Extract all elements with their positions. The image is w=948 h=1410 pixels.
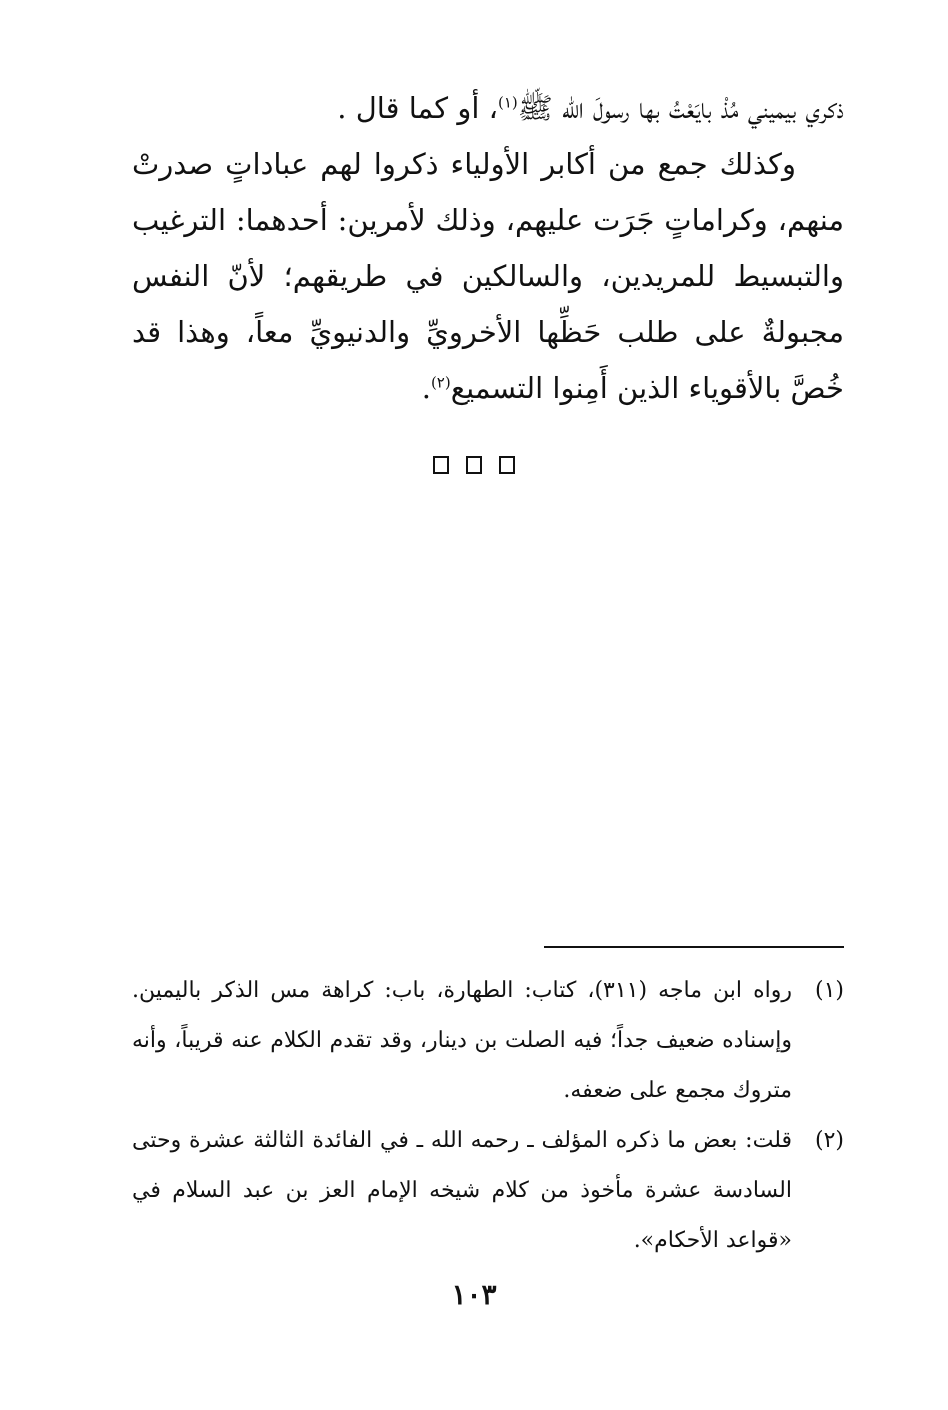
square-ornament-icon — [433, 456, 449, 474]
paragraph-2-text: وكذلك جمع من أكابر الأولياء ذكروا لهم عباداتٍ صدرتْ منهم، وكراماتٍ جَرَت عليهم، وذلك لأمرين: أحدهما: الترغيب والتبسيط للمريدين، والسالكين في طريقهم؛ لأنّ النفس مجبولةٌ على طلب حَظِّها الأخرويِّ والدنيويِّ معاً، وهذا قد خُصَّ بالأقوياء الذين أَمِنوا التسميع — [132, 147, 844, 405]
paragraph-2-end: . — [421, 371, 431, 405]
main-text — [132, 80, 844, 416]
footnote-number: (١) — [814, 978, 844, 1003]
footnotes — [132, 966, 844, 1266]
square-ornament-icon — [499, 456, 515, 474]
square-ornament-icon — [466, 456, 482, 474]
paragraph-1-text: ذكري بيميني مُذْ بايَعْتُ بها رسولَ الله ﷺ — [517, 91, 844, 125]
page-number: ١٠٣ — [451, 1278, 497, 1311]
section-separator — [0, 456, 948, 474]
paragraph-1-end: ، أو كما قال . — [337, 91, 498, 125]
footnote-text: رواه ابن ماجه (٣١١)، كتاب: الطهارة، باب: كراهة مس الذكر باليمين. وإسناده ضعيف جداً؛ فيه الصلت بن دينار، وقد تقدم الكلام عنه قريباً، وأنه متروك مجمع على ضعفه. — [132, 978, 792, 1103]
paragraph-1 — [132, 80, 844, 136]
footnote-1 — [132, 966, 844, 1116]
footnote-number: (٢) — [814, 1128, 844, 1153]
paragraph-2 — [132, 136, 844, 416]
footnote-text: قلت: بعض ما ذكره المؤلف ـ رحمه الله ـ في الفائدة الثالثة عشرة وحتى السادسة عشرة مأخوذ من كلام شيخه الإمام العز بن عبد السلام في «قواعد الأحكام». — [132, 1128, 792, 1253]
footnote-ref-1: (١) — [497, 93, 518, 112]
footnote-divider — [544, 946, 844, 948]
footnote-ref-2: (٢) — [430, 373, 451, 392]
footnote-2 — [132, 1116, 844, 1266]
